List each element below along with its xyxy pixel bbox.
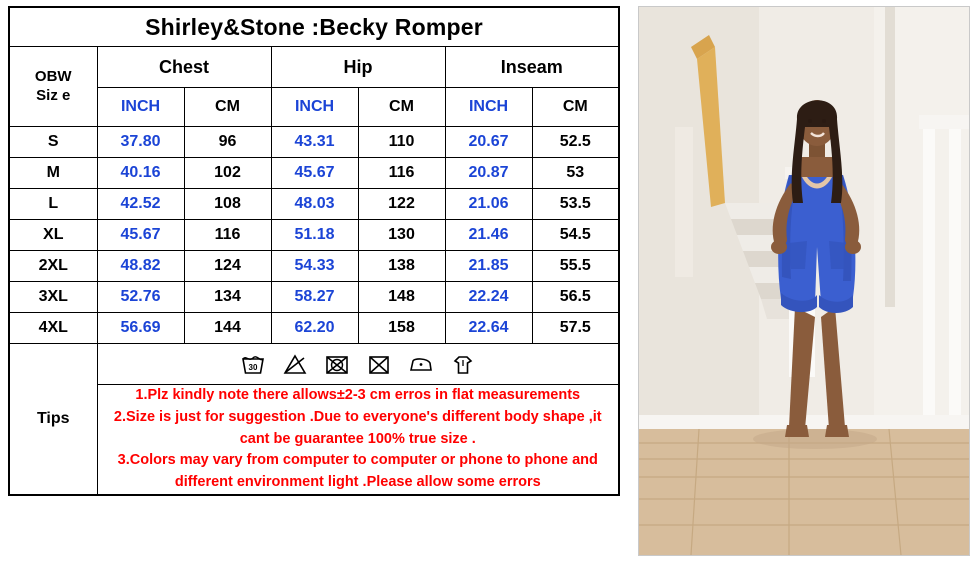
cell-hip-cm: 110 [358, 127, 445, 158]
cell-hip-inch: 43.31 [271, 127, 358, 158]
cell-hip-cm: 158 [358, 313, 445, 344]
product-photo [638, 6, 970, 556]
cell-inseam-cm: 54.5 [532, 220, 619, 251]
model-wearing-blue-romper [639, 7, 969, 555]
svg-text:30: 30 [248, 363, 258, 372]
cell-chest-cm: 102 [184, 158, 271, 189]
cell-chest-cm: 96 [184, 127, 271, 158]
cell-chest-inch: 40.16 [97, 158, 184, 189]
table-row [9, 189, 619, 220]
cell-chest-inch: 56.69 [97, 313, 184, 344]
table-row-title [9, 7, 619, 47]
row-size-label: 4XL [9, 313, 97, 344]
cell-chest-inch: 42.52 [97, 189, 184, 220]
cell-hip-inch: 62.20 [271, 313, 358, 344]
tips-line-2: 2.Size is just for suggestion .Due to everyone's different body shape ,it cant be guarantee 100% true size . [113, 408, 602, 447]
cell-hip-inch: 54.33 [271, 251, 358, 282]
cell-hip-cm: 130 [358, 220, 445, 251]
unit-chest-inch: INCH [97, 88, 184, 127]
table-row [9, 251, 619, 282]
cell-hip-cm: 138 [358, 251, 445, 282]
row-size-label: XL [9, 220, 97, 251]
page-title: Shirley&Stone :Becky Romper [9, 7, 619, 47]
corner-label-line2: Siz e [36, 86, 71, 104]
corner-label-line1: OBW [34, 67, 72, 85]
unit-inseam-cm: CM [532, 88, 619, 127]
row-size-label: L [9, 189, 97, 220]
cell-hip-inch: 51.18 [271, 220, 358, 251]
do-not-tumble-dry-icon [324, 352, 350, 376]
wash-30-icon [240, 352, 266, 376]
unit-hip-inch: INCH [271, 88, 358, 127]
cell-chest-cm: 124 [184, 251, 271, 282]
cell-inseam-inch: 20.67 [445, 127, 532, 158]
column-group-inseam: Inseam [445, 47, 619, 88]
cell-chest-inch: 37.80 [97, 127, 184, 158]
table-row [9, 282, 619, 313]
row-size-label: M [9, 158, 97, 189]
cell-chest-inch: 45.67 [97, 220, 184, 251]
table-row-tips [9, 385, 619, 495]
row-size-label: 3XL [9, 282, 97, 313]
care-icons-cell [97, 344, 619, 385]
unit-chest-cm: CM [184, 88, 271, 127]
cell-chest-inch: 52.76 [97, 282, 184, 313]
cell-inseam-cm: 56.5 [532, 282, 619, 313]
table-row [9, 127, 619, 158]
cell-inseam-cm: 55.5 [532, 251, 619, 282]
column-group-hip: Hip [271, 47, 445, 88]
row-size-label: 2XL [9, 251, 97, 282]
table-row-group-header [9, 47, 619, 88]
cell-chest-cm: 108 [184, 189, 271, 220]
cell-inseam-cm: 53.5 [532, 189, 619, 220]
table-row-care-icons [9, 344, 619, 385]
cell-chest-cm: 116 [184, 220, 271, 251]
cell-chest-cm: 134 [184, 282, 271, 313]
cell-inseam-cm: 53 [532, 158, 619, 189]
cell-hip-cm: 148 [358, 282, 445, 313]
table-row [9, 158, 619, 189]
cell-inseam-cm: 57.5 [532, 313, 619, 344]
cell-hip-inch: 45.67 [271, 158, 358, 189]
cell-inseam-cm: 52.5 [532, 127, 619, 158]
size-chart-table-container [8, 6, 618, 554]
cell-hip-cm: 116 [358, 158, 445, 189]
iron-low-icon [408, 352, 434, 376]
cell-hip-cm: 122 [358, 189, 445, 220]
tips-line-1: 1.Plz kindly note there allows±2-3 cm erros in flat measurements [135, 387, 581, 403]
tips-text [97, 385, 619, 495]
unit-inseam-inch: INCH [445, 88, 532, 127]
do-not-dry-clean-icon [366, 352, 392, 376]
cell-inseam-inch: 21.06 [445, 189, 532, 220]
tips-line-3: 3.Colors may vary from computer to computer or phone to phone and different environment light .Please allow some errors [117, 452, 598, 490]
cell-inseam-inch: 21.46 [445, 220, 532, 251]
cell-chest-inch: 48.82 [97, 251, 184, 282]
column-group-chest: Chest [97, 47, 271, 88]
corner-label [9, 47, 97, 127]
table-row [9, 313, 619, 344]
no-bleach-icon [282, 352, 308, 376]
drip-dry-icon [450, 352, 476, 376]
cell-inseam-inch: 22.64 [445, 313, 532, 344]
cell-inseam-inch: 20.87 [445, 158, 532, 189]
row-size-label: S [9, 127, 97, 158]
cell-inseam-inch: 22.24 [445, 282, 532, 313]
table-row [9, 220, 619, 251]
table-row-unit-header [9, 88, 619, 127]
unit-hip-cm: CM [358, 88, 445, 127]
cell-inseam-inch: 21.85 [445, 251, 532, 282]
cell-hip-inch: 58.27 [271, 282, 358, 313]
size-chart-table [8, 6, 620, 496]
tips-label: Tips [9, 344, 97, 495]
cell-chest-cm: 144 [184, 313, 271, 344]
cell-hip-inch: 48.03 [271, 189, 358, 220]
